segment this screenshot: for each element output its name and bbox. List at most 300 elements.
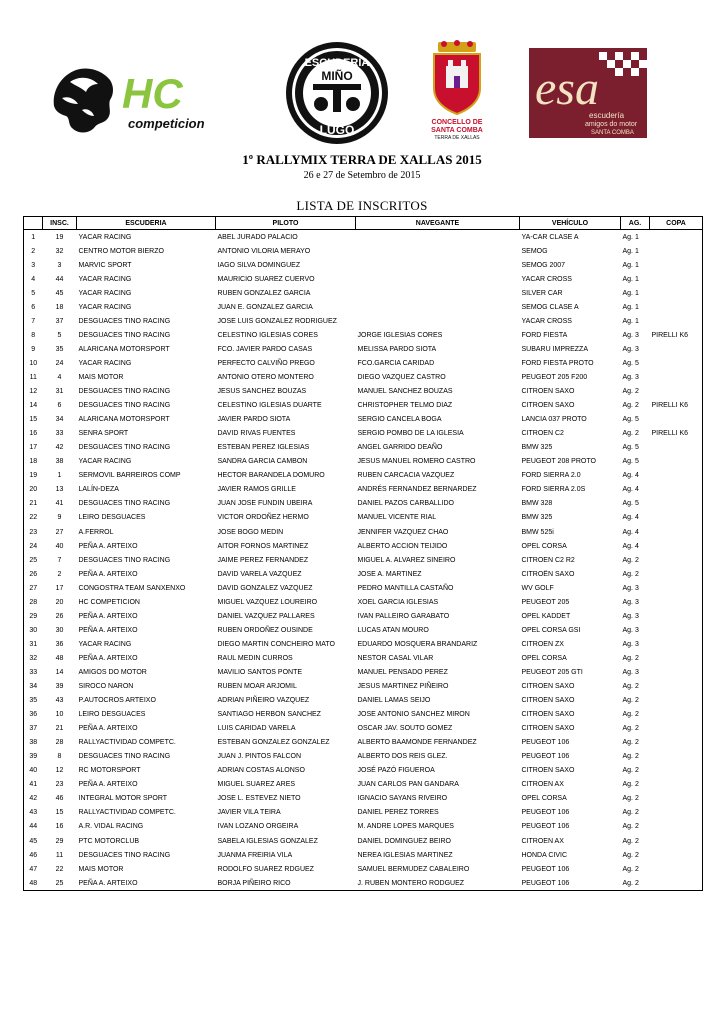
cell-ag: Ag. 2: [622, 402, 639, 410]
cell-escuderia: LALÍN-DEZA: [78, 486, 119, 494]
cell-insc: 7: [57, 556, 62, 564]
cell-insc: 6: [57, 402, 62, 410]
cell-vehiculo: FORD SIERRA 2.0: [521, 472, 581, 480]
cell-escuderia: PEÑA A. ARTEIXO: [78, 626, 138, 634]
table-row: [24, 876, 703, 891]
table-row: [24, 272, 703, 286]
cell-insc: 22: [55, 865, 64, 873]
cell-num: 11: [24, 370, 43, 384]
cell-ag: Ag. 2: [622, 711, 639, 719]
cell-ag: Ag. 2: [622, 654, 639, 662]
cell-navegante: JESUS MARTINEZ PIÑEIRO: [357, 683, 449, 691]
cell-piloto: HECTOR BARANDELA DOMURO: [217, 472, 325, 480]
cell-navegante: JOSE A. MARTINEZ: [357, 570, 422, 578]
table-row: [24, 651, 703, 665]
cell-insc: 3: [57, 261, 62, 269]
cell-navegante: MIGUEL A. ALVAREZ SINEIRO: [357, 556, 456, 564]
cell-escuderia: PEÑA A. ARTEIXO: [78, 654, 138, 662]
cell-piloto: ADRIAN PIÑEIRO VAZQUEZ: [217, 697, 310, 705]
cell-navegante: JENNIFER VAZQUEZ CHAO: [357, 528, 449, 536]
cell-ag: Ag. 3: [622, 584, 639, 592]
cell-ag: Ag. 5: [622, 416, 639, 424]
table-row: [24, 778, 703, 792]
cell-ag: Ag. 1: [622, 261, 639, 269]
cell-insc: 13: [55, 486, 64, 494]
cell-piloto: PERFECTO CALVIÑO PREGO: [217, 359, 315, 367]
cell-insc: 34: [55, 416, 64, 424]
cell-ag: Ag. 2: [622, 683, 639, 691]
cell-piloto: ESTEBAN PEREZ IGLESIAS: [217, 444, 310, 452]
cell-copa: [650, 511, 703, 525]
cell-vehiculo: CITROEN SAXO: [521, 697, 575, 705]
table-row: [24, 511, 703, 525]
cell-copa: [650, 736, 703, 750]
cell-vehiculo: OPEL CORSA: [521, 795, 567, 803]
cell-vehiculo: FORD FIESTA PROTO: [521, 359, 594, 367]
escuderia-logo-mid: MIÑO: [321, 69, 353, 83]
cell-vehiculo: CITROEN ZX: [521, 640, 564, 648]
cell-insc: 44: [55, 275, 64, 283]
cell-insc: 42: [55, 444, 64, 452]
cell-insc: 16: [55, 823, 64, 831]
cell-navegante: [356, 314, 520, 328]
cell-navegante: MELISSA PARDO SIOTA: [357, 345, 437, 353]
hc-competicion-logo: [48, 62, 238, 138]
table-row: [24, 427, 703, 441]
cell-navegante: [356, 244, 520, 258]
cell-num: 15: [24, 413, 43, 427]
cell-escuderia: DESGUACES TINO RACING: [78, 753, 171, 761]
cell-insc: 24: [55, 359, 64, 367]
cell-piloto: DAVID VARELA VAZQUEZ: [217, 570, 302, 578]
cell-piloto: RUBEN GONZALEZ GARCIA: [217, 289, 311, 297]
cell-escuderia: RALLYACTIVIDAD COMPETC.: [78, 809, 176, 817]
cell-navegante: [356, 300, 520, 314]
cell-num: 6: [24, 300, 43, 314]
cell-num: 45: [24, 834, 43, 848]
table-body: [24, 230, 703, 891]
cell-copa: [650, 314, 703, 328]
cell-vehiculo: PEUGEOT 208 PROTO: [521, 458, 596, 466]
cell-ag: Ag. 4: [622, 528, 639, 536]
cell-escuderia: PEÑA A. ARTEIXO: [78, 542, 138, 550]
cell-num: 47: [24, 862, 43, 876]
cell-escuderia: YACAR RACING: [78, 289, 132, 297]
cell-escuderia: YACAR RACING: [78, 458, 132, 466]
cell-vehiculo: SEMOG: [521, 247, 548, 255]
cell-copa: [650, 651, 703, 665]
cell-escuderia: YACAR RACING: [78, 359, 132, 367]
cell-insc: 31: [55, 388, 64, 396]
cell-num: 23: [24, 525, 43, 539]
cell-escuderia: RALLYACTIVIDAD COMPETC.: [78, 739, 176, 747]
cell-insc: 29: [55, 837, 64, 845]
cell-num: 1: [24, 230, 43, 245]
cell-piloto: JUAN E. GONZALEZ GARCIA: [217, 303, 313, 311]
cell-navegante: JOSÉ PAZÓ FIGUEROA: [357, 767, 435, 775]
cell-ag: Ag. 3: [622, 345, 639, 353]
cell-ag: Ag. 2: [622, 851, 639, 859]
cell-num: 37: [24, 722, 43, 736]
cell-num: 29: [24, 609, 43, 623]
cell-num: 38: [24, 736, 43, 750]
inscritos-table: [23, 216, 703, 891]
table-row: [24, 694, 703, 708]
cell-copa: [650, 623, 703, 637]
cell-copa: [650, 750, 703, 764]
concello-line3: TERRA DE XALLAS: [434, 135, 480, 140]
cell-insc: 19: [55, 233, 64, 241]
table-row: [24, 595, 703, 609]
cell-piloto: RODOLFO SUAREZ RDGUEZ: [217, 865, 314, 873]
cell-navegante: DANIEL PAZOS CARBALLIDO: [357, 500, 454, 508]
table-row: [24, 609, 703, 623]
cell-insc: 32: [55, 247, 64, 255]
cell-navegante: J. RUBEN MONTERO RODGUEZ: [356, 876, 520, 891]
concello-line2: SANTA COMBA: [431, 127, 483, 134]
cell-ag: Ag. 2: [622, 781, 639, 789]
cell-copa: [650, 722, 703, 736]
cell-num: 24: [24, 539, 43, 553]
cell-navegante: FCO.GARCIA CARIDAD: [357, 359, 435, 367]
cell-vehiculo: OPEL CORSA: [521, 654, 567, 662]
table-row: [24, 342, 703, 356]
cell-piloto: BORJA PIÑEIRO RICO: [216, 876, 356, 891]
cell-piloto: ADRIAN COSTAS ALONSO: [217, 767, 305, 775]
cell-vehiculo: FORD SIERRA 2.0S: [521, 486, 586, 494]
cell-copa: [650, 525, 703, 539]
cell-insc: 8: [57, 753, 62, 761]
cell-navegante: DANIEL PEREZ TORRES: [357, 809, 439, 817]
cell-ag: Ag. 2: [621, 876, 650, 891]
cell-piloto: JUAN J. PINTOS FALCON: [217, 753, 301, 761]
hc-logo-text: HC: [122, 70, 183, 117]
cell-vehiculo: CITROEN AX: [521, 781, 564, 789]
cell-escuderia: HC COMPETICION: [78, 598, 140, 606]
cell-num: 28: [24, 595, 43, 609]
cell-vehiculo: CITROEN AX: [521, 837, 564, 845]
cell-insc: 37: [55, 317, 64, 325]
cell-piloto: SABELA IGLESIAS GONZALEZ: [217, 837, 318, 845]
cell-insc: 14: [55, 668, 64, 676]
cell-navegante: IGNACIO SAYANS RIVEIRO: [357, 795, 448, 803]
table-row: [24, 244, 703, 258]
cell-copa: PIRELLI K6: [650, 427, 703, 441]
cell-escuderia: PTC MOTORCLUB: [78, 837, 140, 845]
cell-num: 7: [24, 314, 43, 328]
cell-escuderia: DESGUACES TINO RACING: [78, 331, 171, 339]
escuderia-mino-lugo-logo: [281, 40, 393, 146]
cell-copa: [650, 539, 703, 553]
cell-escuderia: YACAR RACING: [78, 303, 132, 311]
event-title: 1º RALLYMIX TERRA DE XALLAS 2015: [242, 152, 482, 167]
cell-vehiculo: HONDA CIVIC: [521, 851, 568, 859]
event-dates: 26 e 27 de Setembro de 2015: [303, 170, 421, 181]
cell-insc: 4: [57, 373, 62, 381]
cell-num: 42: [24, 792, 43, 806]
cell-escuderia: A.FERROL: [78, 528, 114, 536]
table-row: [24, 258, 703, 272]
cell-insc: 48: [55, 654, 64, 662]
cell-escuderia: RC MOTORSPORT: [78, 767, 141, 775]
cell-piloto: DANIEL VAZQUEZ PALLARES: [217, 612, 315, 620]
cell-navegante: ANGEL GARRIDO DEAÑO: [357, 444, 443, 452]
cell-ag: Ag. 4: [622, 486, 639, 494]
cell-vehiculo: CITROEN C2: [521, 430, 564, 438]
cell-num: 17: [24, 441, 43, 455]
cell-vehiculo: YACAR CROSS: [521, 317, 572, 325]
cell-piloto: ANTONIO OTERO MONTERO: [217, 373, 314, 381]
cell-vehiculo: SUBARU IMPREZZA: [521, 345, 589, 353]
table-row: [24, 399, 703, 413]
cell-piloto: RUBEN MOAR ARJOMIL: [217, 683, 297, 691]
cell-vehiculo: CITROEN SAXO: [521, 725, 575, 733]
table-row: [24, 553, 703, 567]
esa-logo-sub3: SANTA COMBA: [591, 130, 634, 136]
cell-num: 12: [24, 385, 43, 399]
cell-navegante: SERGIO CANCELA BOGA: [357, 416, 442, 424]
cell-ag: Ag. 2: [622, 753, 639, 761]
cell-copa: PIRELLI K6: [650, 328, 703, 342]
concello-santa-comba-shield: [424, 40, 490, 140]
table-row: [24, 750, 703, 764]
esa-logo-sub2: amigos do motor: [585, 121, 638, 128]
cell-num: 20: [24, 483, 43, 497]
cell-vehiculo: CITROEN SAXO: [521, 402, 575, 410]
cell-ag: Ag. 5: [622, 500, 639, 508]
table-row: [24, 708, 703, 722]
cell-vehiculo: SILVER CAR: [521, 289, 563, 297]
table-row: [24, 764, 703, 778]
cell-escuderia: CENTRO MOTOR BIERZO: [78, 247, 164, 255]
cell-navegante: CHRISTOPHER TELMO DIAZ: [357, 402, 453, 410]
cell-piloto: DAVID RIVAS FUENTES: [217, 430, 296, 438]
cell-vehiculo: PEUGEOT 106: [520, 876, 621, 891]
table-row: [24, 469, 703, 483]
cell-piloto: JOSE BOGO MEDIN: [217, 528, 284, 536]
cell-insc: 15: [55, 809, 64, 817]
cell-navegante: JUAN CARLOS PAN GANDARA: [357, 781, 459, 789]
cell-piloto: JAIME PEREZ FERNANDEZ: [217, 556, 309, 564]
cell-piloto: JOSE LUIS GONZALEZ RODRIGUEZ: [217, 317, 337, 325]
cell-navegante: NESTOR CASAL VILAR: [357, 654, 434, 662]
cell-ag: Ag. 3: [622, 598, 639, 606]
cell-num: 41: [24, 778, 43, 792]
concello-line1: CONCELLO DE: [431, 119, 483, 126]
cell-navegante: JORGE IGLESIAS CORES: [357, 331, 443, 339]
cell-navegante: ALBERTO DOS REIS GLEZ.: [357, 753, 448, 761]
cell-ag: Ag. 4: [622, 542, 639, 550]
col-header-insc: INSC.: [43, 217, 77, 230]
cell-piloto: RAUL MEDIN CURROS: [217, 654, 293, 662]
cell-ag: Ag. 3: [622, 373, 639, 381]
cell-navegante: MANUEL SANCHEZ BOUZAS: [357, 388, 453, 396]
table-row: [24, 413, 703, 427]
table-row: [24, 736, 703, 750]
cell-escuderia: MARVIC SPORT: [78, 261, 132, 269]
cell-escuderia: SIROCO NARON: [78, 683, 134, 691]
cell-num: 27: [24, 581, 43, 595]
cell-copa: [650, 553, 703, 567]
cell-vehiculo: YACAR CROSS: [521, 275, 572, 283]
cell-copa: [650, 483, 703, 497]
cell-escuderia: DESGUACES TINO RACING: [78, 317, 171, 325]
cell-num: 5: [24, 286, 43, 300]
cell-piloto: VICTOR ORDOÑEZ HERMO: [217, 514, 309, 522]
cell-num: 36: [24, 708, 43, 722]
table-row: [24, 385, 703, 399]
cell-copa: [650, 834, 703, 848]
cell-copa: [650, 469, 703, 483]
cell-escuderia: ALARICANA MOTORSPORT: [78, 345, 170, 353]
cell-escuderia: SENRA SPORT: [78, 430, 129, 438]
cell-vehiculo: PEUGEOT 106: [521, 753, 570, 761]
cell-vehiculo: BMW 325: [521, 514, 553, 522]
cell-copa: [650, 497, 703, 511]
cell-insc: 41: [55, 500, 64, 508]
cell-num: 22: [24, 511, 43, 525]
cell-num: 32: [24, 651, 43, 665]
cell-navegante: [356, 230, 520, 245]
cell-ag: Ag. 2: [622, 865, 639, 873]
cell-navegante: ANDRÉS FERNANDEZ BERNARDEZ: [357, 486, 477, 494]
table-row: [24, 230, 703, 245]
cell-num: 31: [24, 637, 43, 651]
cell-navegante: MANUEL PENSADO PEREZ: [357, 668, 448, 676]
cell-insc: 18: [55, 303, 64, 311]
cell-num: 39: [24, 750, 43, 764]
cell-navegante: LUCAS ATAN MOURO: [357, 626, 429, 634]
cell-navegante: IVAN PALLEIRO GARABATO: [357, 612, 450, 620]
cell-vehiculo: PEUGEOT 205 F200: [521, 373, 588, 381]
table-row: [24, 834, 703, 848]
cell-escuderia: A.R. VIDAL RACING: [78, 823, 144, 831]
cell-copa: [650, 567, 703, 581]
cell-piloto: MAVILIO SANTOS PONTE: [217, 668, 303, 676]
list-title: LISTA DE INSCRITOS: [296, 198, 428, 213]
cell-copa: [650, 370, 703, 384]
cell-num: 2: [24, 244, 43, 258]
cell-vehiculo: CITROËN SAXO: [521, 570, 575, 578]
cell-insc: 38: [55, 458, 64, 466]
cell-navegante: PEDRO MANTILLA CASTAÑO: [357, 584, 454, 592]
cell-piloto: LUIS CARIDAD VARELA: [217, 725, 296, 733]
cell-escuderia: DESGUACES TINO RACING: [78, 444, 171, 452]
cell-num: 18: [24, 455, 43, 469]
col-header-navegante: NAVEGANTE: [356, 217, 520, 230]
cell-copa: [650, 455, 703, 469]
cell-escuderia: DESGUACES TINO RACING: [78, 402, 171, 410]
cell-ag: Ag. 2: [622, 823, 639, 831]
table-row: [24, 567, 703, 581]
cell-ag: Ag. 5: [622, 359, 639, 367]
cell-ag: Ag. 5: [622, 444, 639, 452]
table-row: [24, 806, 703, 820]
esa-logo-text: esa: [535, 62, 599, 115]
col-header-escuderia: ESCUDERIA: [77, 217, 216, 230]
cell-copa: [650, 342, 703, 356]
cell-escuderia: MAIS MOTOR: [78, 865, 124, 873]
cell-vehiculo: SEMOG CLASE A: [521, 303, 579, 311]
cell-copa: [650, 862, 703, 876]
hc-logo-subtext: competicion: [128, 116, 205, 131]
cell-escuderia: DESGUACES TINO RACING: [78, 500, 171, 508]
cell-insc: 1: [57, 472, 62, 480]
cell-copa: [650, 441, 703, 455]
cell-num: 40: [24, 764, 43, 778]
cell-escuderia: YACAR RACING: [78, 275, 132, 283]
cell-escuderia: INTEGRAL MOTOR SPORT: [78, 795, 168, 803]
table-row: [24, 455, 703, 469]
cell-num: 43: [24, 806, 43, 820]
cell-num: 4: [24, 272, 43, 286]
cell-escuderia: P.AUTOCROS ARTEIXO: [78, 697, 156, 705]
cell-num: 46: [24, 848, 43, 862]
cell-navegante: SAMUEL BERMUDEZ CABALEIRO: [357, 865, 470, 873]
cell-ag: Ag. 1: [622, 233, 639, 241]
cell-navegante: JESUS MANUEL ROMERO CASTRO: [357, 458, 476, 466]
col-header-num: [24, 217, 43, 230]
cell-piloto: ANTONIO VILORIA MERAYO: [217, 247, 311, 255]
cell-navegante: SERGIO POMBO DE LA IGLESIA: [357, 430, 464, 438]
cell-ag: Ag. 1: [622, 317, 639, 325]
table-row: [24, 356, 703, 370]
cell-copa: [650, 356, 703, 370]
cell-insc: 43: [55, 697, 64, 705]
cell-vehiculo: PEUGEOT 106: [521, 865, 570, 873]
cell-navegante: [356, 286, 520, 300]
cell-ag: Ag. 1: [622, 289, 639, 297]
cell-vehiculo: YA-CAR CLASE A: [521, 233, 579, 241]
cell-vehiculo: CITROEN SAXO: [521, 711, 575, 719]
escuderia-logo-bottom: LUGO: [319, 123, 355, 137]
cell-navegante: XOEL GARCIA IGLESIAS: [357, 598, 439, 606]
table-row: [24, 848, 703, 862]
cell-ag: Ag. 3: [622, 626, 639, 634]
cell-ag: Ag. 3: [622, 640, 639, 648]
cell-vehiculo: OPEL CORSA: [521, 542, 567, 550]
cell-vehiculo: CITROEN SAXO: [521, 388, 575, 396]
cell-escuderia: AMIGOS DO MOTOR: [78, 668, 147, 676]
cell-ag: Ag. 2: [622, 388, 639, 396]
col-header-vehiculo: VEHÍCULO: [520, 217, 621, 230]
cell-insc: 39: [55, 683, 64, 691]
table-row: [24, 680, 703, 694]
cell-copa: [650, 876, 703, 891]
cell-piloto: SANDRA GARCIA CAMBON: [217, 458, 308, 466]
cell-piloto: JESUS SANCHEZ BOUZAS: [217, 388, 307, 396]
table-row: [24, 581, 703, 595]
table-row: [24, 328, 703, 342]
cell-num: 10: [24, 356, 43, 370]
cell-insc: 12: [55, 767, 64, 775]
cell-navegante: RUBEN CARCACIA VAZQUEZ: [357, 472, 455, 480]
cell-navegante: ALBERTO BAAMONDE FERNANDEZ: [357, 739, 477, 747]
cell-copa: [650, 385, 703, 399]
table-row: [24, 483, 703, 497]
table-row: [24, 370, 703, 384]
table-row: [24, 665, 703, 679]
cell-piloto: SANTIAGO HERBON SANCHEZ: [217, 711, 321, 719]
table-row: [24, 722, 703, 736]
cell-navegante: NEREA IGLESIAS MARTINEZ: [357, 851, 453, 859]
cell-piloto: ABEL JURADO PALACIO: [217, 233, 298, 241]
cell-piloto: MIGUEL VAZQUEZ LOUREIRO: [217, 598, 318, 606]
cell-piloto: DAVID GONZALEZ VAZQUEZ: [217, 584, 313, 592]
cell-copa: [650, 637, 703, 651]
cell-vehiculo: OPEL KADDET: [521, 612, 571, 620]
cell-piloto: IAGO SILVA DOMINGUEZ: [217, 261, 301, 269]
